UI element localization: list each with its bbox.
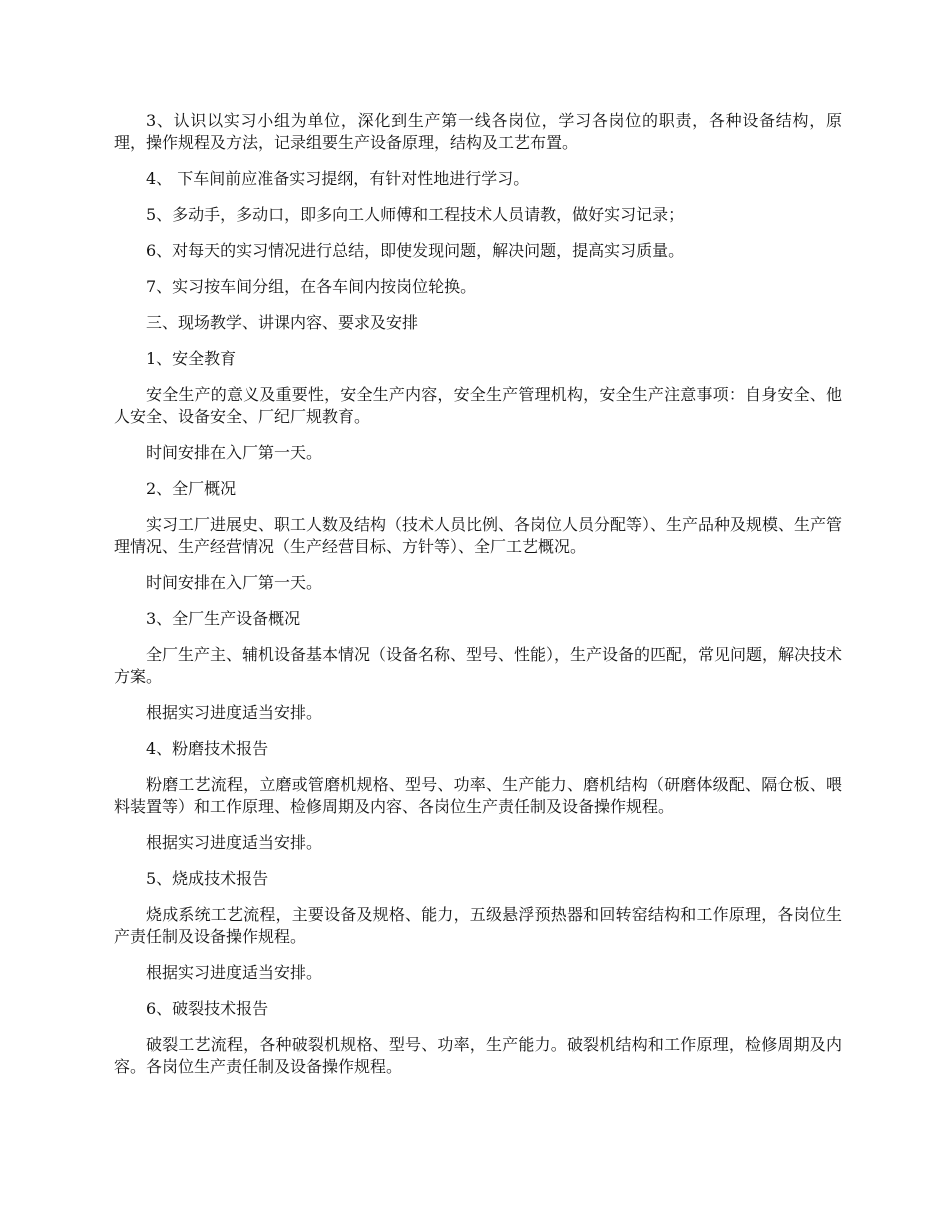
subheading-grinding: 4、粉磨技术报告 (146, 739, 269, 758)
subheading-equipment: 3、全厂生产设备概况 (146, 609, 301, 628)
paragraph-4: 6、对每天的实习情况进行总结，即使发现问题，解决问题，提高实习质量。 (146, 241, 685, 260)
schedule-overview: 时间安排在入厂第一天。 (146, 573, 323, 592)
paragraph-safety: 安全生产的意义及重要性，安全生产内容，安全生产管理机构，安全生产注意事项：自身安全、他人安全、设备安全、厂纪厂规教育。 (114, 385, 842, 426)
paragraph-equipment: 全厂生产主、辅机设备基本情况（设备名称、型号、性能），生产设备的匹配，常见问题，解决技术方案。 (114, 645, 843, 686)
subheading-crushing: 6、破裂技术报告 (146, 999, 269, 1018)
document-body (114, 110, 842, 1092)
paragraph-5: 7、实习按车间分组，在各车间内按岗位轮换。 (146, 277, 477, 296)
schedule-safety: 时间安排在入厂第一天。 (146, 443, 323, 462)
paragraph-1: 3、认识以实习小组为单位，深化到生产第一线各岗位，学习各岗位的职责，各种设备结构，原理，操作规程及方法，记录组要生产设备原理，结构及工艺布置。 (114, 111, 842, 152)
paragraph-burning: 烧成系统工艺流程，主要设备及规格、能力，五级悬浮预热器和回转窑结构和工作原理，各岗位生产责任制及设备操作规程。 (114, 905, 842, 946)
paragraph-2: 4、 下车间前应准备实习提纲，有针对性地进行学习。 (146, 169, 530, 188)
paragraph-overview: 实习工厂进展史、职工人数及结构（技术人员比例、各岗位人员分配等）、生产品种及规模、生产管理情况、生产经营情况（生产经营目标、方针等）、全厂工艺概况。 (114, 515, 843, 556)
schedule-burning: 根据实习进度适当安排。 (146, 963, 323, 982)
subheading-overview: 2、全厂概况 (146, 479, 237, 498)
paragraph-3: 5、多动手，多动口，即多向工人师傅和工程技术人员请教，做好实习记录； (146, 205, 685, 224)
section-heading-3: 三、现场教学、讲课内容、要求及安排 (146, 313, 419, 332)
schedule-grinding: 根据实习进度适当安排。 (146, 833, 323, 852)
subheading-burning: 5、烧成技术报告 (146, 869, 269, 888)
schedule-equipment: 根据实习进度适当安排。 (146, 703, 323, 722)
paragraph-crushing: 破裂工艺流程，各种破裂机规格、型号、功率，生产能力。破裂机结构和工作原理，检修周期及内容。各岗位生产责任制及设备操作规程。 (114, 1035, 842, 1076)
subheading-safety: 1、安全教育 (146, 349, 237, 368)
paragraph-grinding: 粉磨工艺流程，立磨或管磨机规格、型号、功率、生产能力、磨机结构（研磨体级配、隔仓板、喂料装置等）和工作原理、检修周期及内容、各岗位生产责任制及设备操作规程。 (114, 775, 842, 816)
